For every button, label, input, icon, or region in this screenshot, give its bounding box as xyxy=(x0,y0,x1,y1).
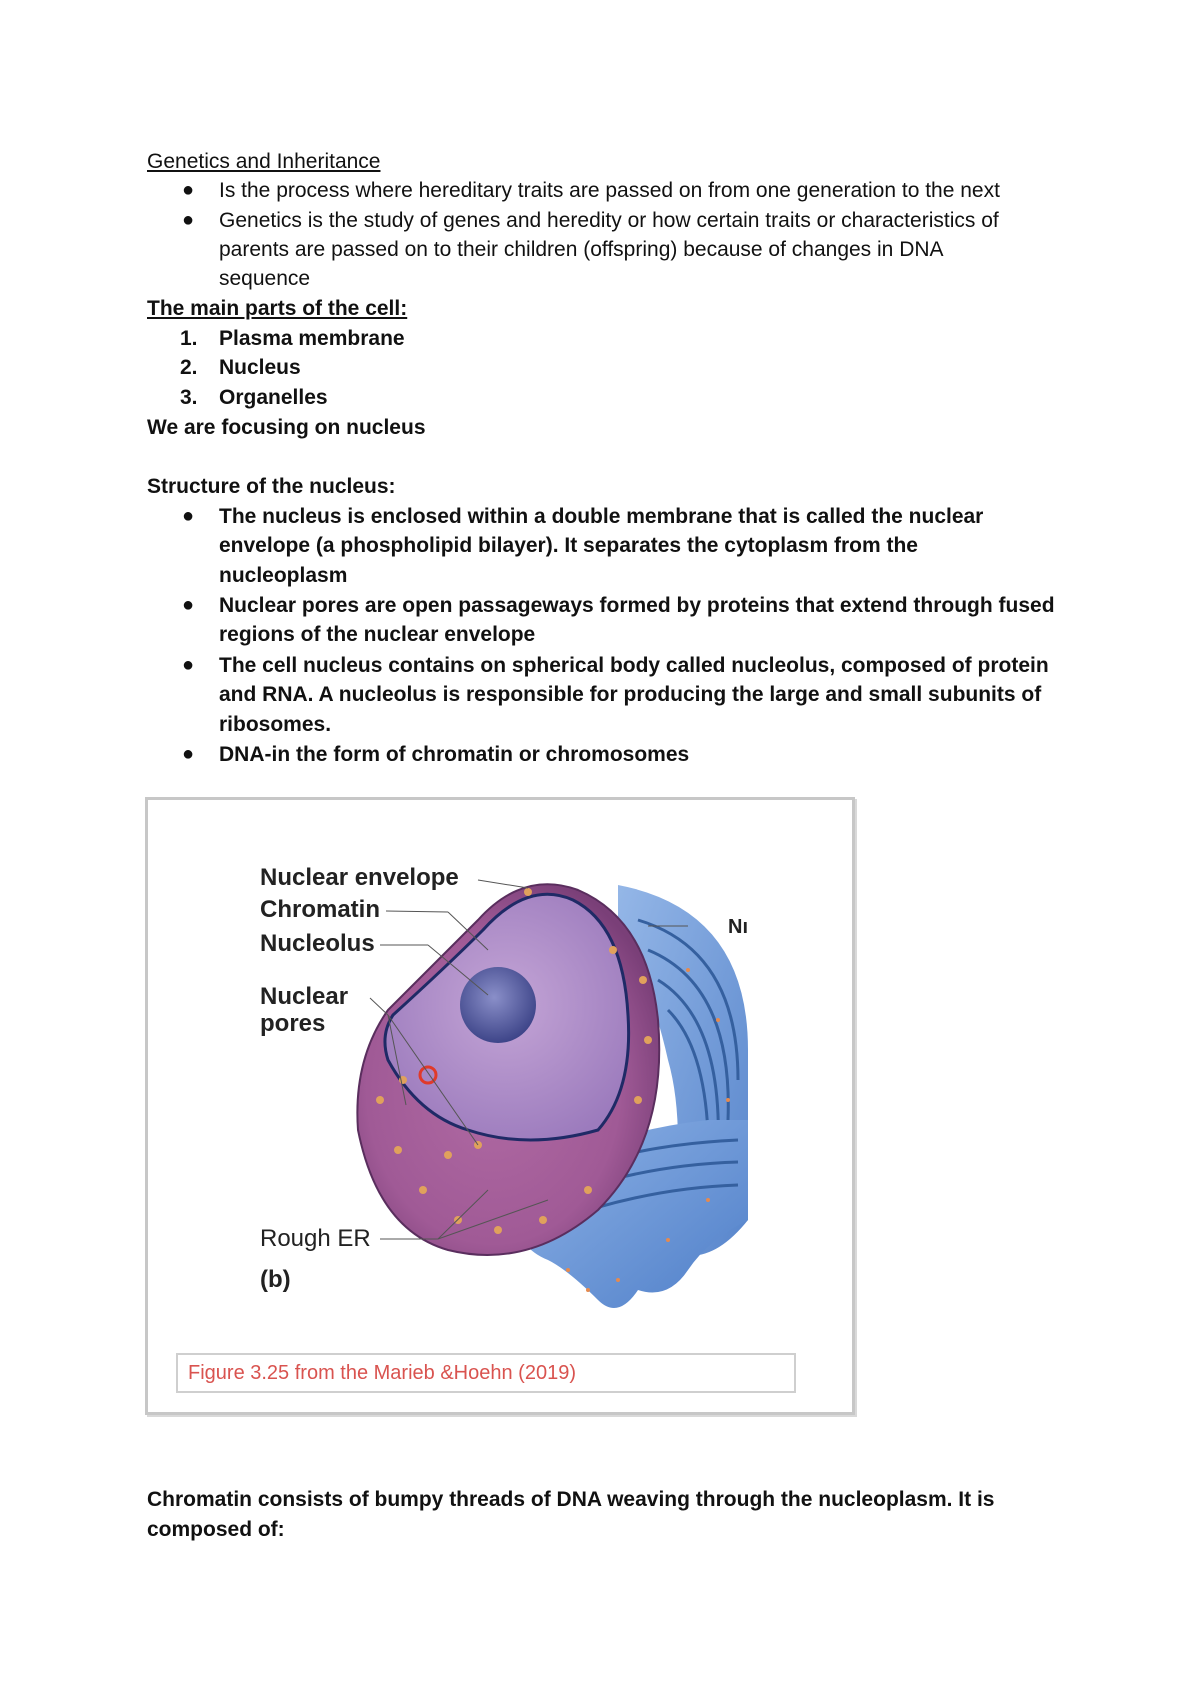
bullet-dot: ● xyxy=(182,654,195,676)
label-nuclear-envelope: Nuclear envelope xyxy=(260,864,459,891)
list-number: 2. xyxy=(180,356,198,379)
focus-text: We are focusing on nucleus xyxy=(147,416,426,439)
bullet-dot: ● xyxy=(182,179,195,201)
bullet-text: envelope (a phospholipid bilayer). It separates the cytoplasm from the xyxy=(219,534,918,557)
bullet-text: ribosomes. xyxy=(219,713,332,736)
bullet-text: Genetics is the study of genes and heredity or how certain traits or characteristics of xyxy=(219,209,999,232)
bullet-dot: ● xyxy=(182,594,195,616)
figure-caption: Figure 3.25 from the Marieb &Hoehn (2019) xyxy=(176,1353,796,1393)
heading-genetics: Genetics and Inheritance xyxy=(147,150,381,173)
list-item: Nucleus xyxy=(219,356,301,379)
bullet-text: The nucleus is enclosed within a double membrane that is called the nuclear xyxy=(219,505,984,528)
heading-nucleus-structure: Structure of the nucleus: xyxy=(147,475,396,498)
bullet-text: Is the process where hereditary traits are passed on from one generation to the next xyxy=(219,179,1000,202)
bullet-text: Nuclear pores are open passageways formed by proteins that extend through fused xyxy=(219,594,1055,617)
nucleus-figure xyxy=(145,797,855,1415)
nucleolus-shape xyxy=(460,967,536,1043)
bullet-text: sequence xyxy=(219,267,311,290)
closing-text: composed of: xyxy=(147,1518,285,1541)
bullet-dot: ● xyxy=(182,505,195,527)
nucleus-illustration xyxy=(148,800,852,1412)
bullet-dot: ● xyxy=(182,209,195,231)
heading-cell-parts: The main parts of the cell: xyxy=(147,297,408,320)
bullet-text: DNA-in the form of chromatin or chromosomes xyxy=(219,743,690,766)
label-nucleolus: Nucleolus xyxy=(260,930,375,957)
list-number: 3. xyxy=(180,386,198,409)
bullet-text: nucleoplasm xyxy=(219,564,348,587)
label-nuclear: Nuclear xyxy=(260,983,349,1010)
bullet-text: parents are passed on to their children (offspring) because of changes in DNA xyxy=(219,238,944,261)
bullet-text: and RNA. A nucleolus is responsible for producing the large and small subunits of xyxy=(219,683,1042,706)
label-pores: pores xyxy=(260,1010,326,1037)
label-chromatin: Chromatin xyxy=(260,896,380,923)
list-item: Plasma membrane xyxy=(219,327,405,350)
label-cut-off: Nı xyxy=(728,916,748,938)
list-item: Organelles xyxy=(219,386,328,409)
closing-text: Chromatin consists of bumpy threads of DNA weaving through the nucleoplasm. It is xyxy=(147,1488,995,1511)
label-rough-er: Rough ER xyxy=(260,1225,371,1252)
list-number: 1. xyxy=(180,327,198,350)
bullet-text: The cell nucleus contains on spherical body called nucleolus, composed of protein xyxy=(219,654,1049,677)
bullet-dot: ● xyxy=(182,743,195,765)
label-panel-b: (b) xyxy=(260,1266,291,1293)
bullet-text: regions of the nuclear envelope xyxy=(219,623,536,646)
